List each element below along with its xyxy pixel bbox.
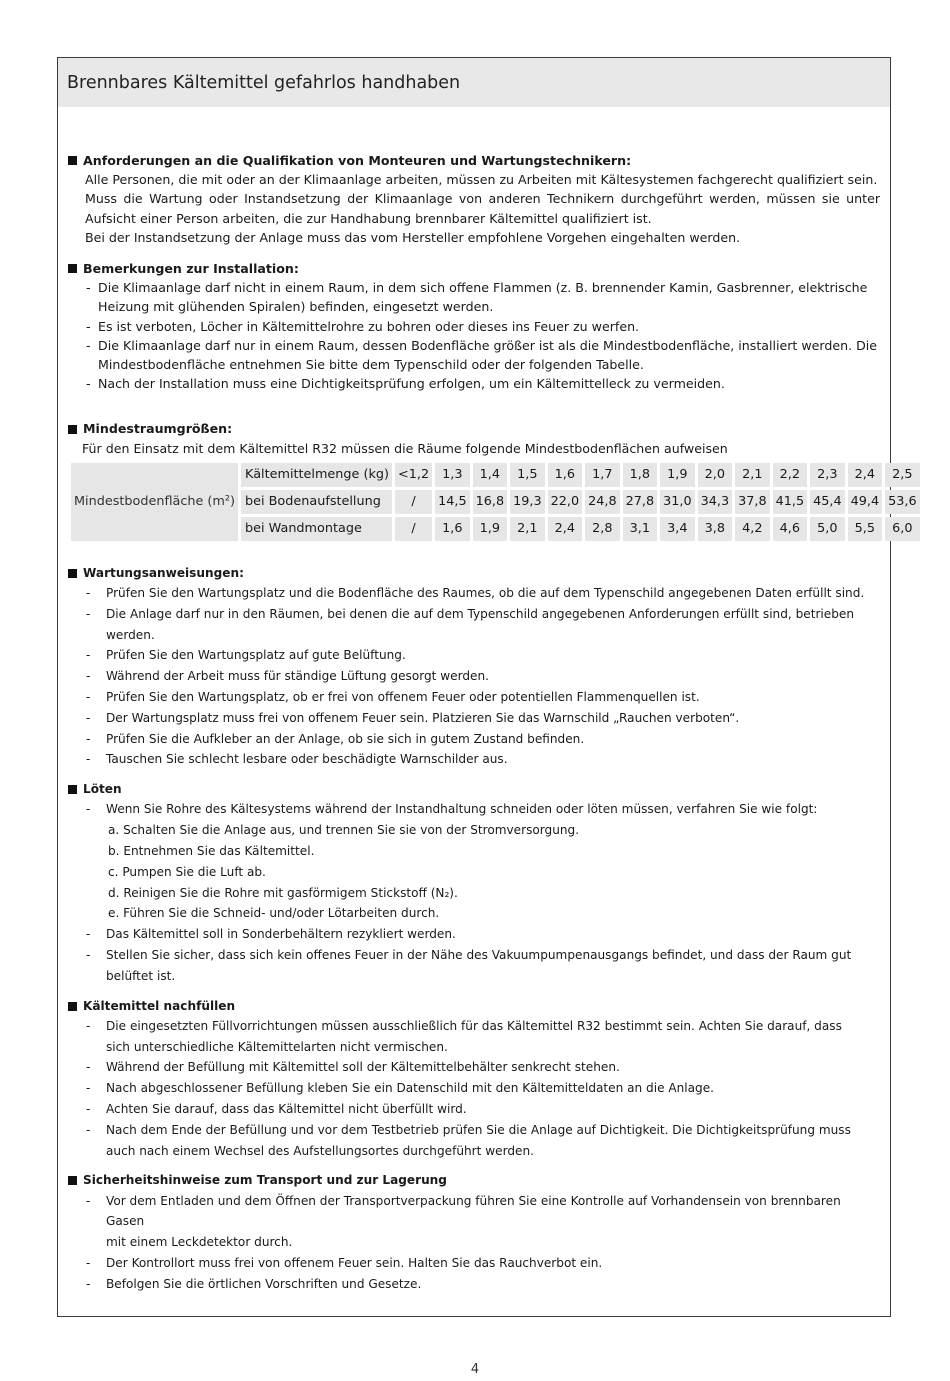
table-cell: 49,4 <box>848 490 883 514</box>
square-bullet-icon <box>68 1176 77 1185</box>
table-cell: 2,8 <box>585 517 620 541</box>
installation-item: - Nach der Installation muss eine Dichtigkeitsprüfung erfolgen, um ein Kältemittelleck zu vermeiden. <box>68 374 880 393</box>
transport-item: - Vor dem Entladen und dem Öffnen der Transportverpackung führen Sie eine Kontrolle auf Vorhandensein von brennbaren Gasen <box>68 1191 880 1233</box>
maintenance-item: - Prüfen Sie den Wartungsplatz und die Bodenfläche des Raumes, ob die auf dem Typenschild angegebenen Daten erfüllt sind. <box>68 583 880 604</box>
soldering-item: - Das Kältemittel soll in Sonderbehältern rezykliert werden. <box>68 924 880 945</box>
table-lead-label: Mindestbodenfläche (m²) <box>71 463 238 541</box>
soldering-step: b. Entnehmen Sie das Kältemittel. <box>108 844 315 859</box>
transport-item: - Der Kontrollort muss frei von offenem Feuer sein. Halten Sie das Rauchverbot ein. <box>68 1253 880 1274</box>
table-cell: / <box>395 517 432 541</box>
square-bullet-icon <box>68 264 77 273</box>
table-cell: 53,6 <box>885 490 920 514</box>
qualification-line-1: Alle Personen, die mit oder an der Klimaanlage arbeiten, müssen zu Arbeiten mit Kältesystemen fachgerecht qualifiziert sein. <box>85 172 878 188</box>
table-cell: 37,8 <box>735 490 770 514</box>
soldering-intro: - Wenn Sie Rohre des Kältesystems während der Instandhaltung schneiden oder löten müssen, verfahren Sie wie folgt: <box>68 799 880 820</box>
maintenance-item: - Die Anlage darf nur in den Räumen, bei denen die auf dem Typenschild angegebenen Anforderungen erfüllt sind, betrieben werden. <box>68 604 880 646</box>
table-cell: 24,8 <box>585 490 620 514</box>
table-row <box>71 463 920 487</box>
table-cell: 14,5 <box>435 490 470 514</box>
maintenance-heading: Wartungsanweisungen: <box>68 564 880 583</box>
table-cell: 3,1 <box>623 517 658 541</box>
square-bullet-icon <box>68 156 77 165</box>
content-frame <box>57 57 917 1317</box>
installation-item: - Die Klimaanlage darf nicht in einem Raum, in dem sich offene Flammen (z. B. brennender Kamin, Gasbrenner, elektrische Heizung mit glühenden Spiralen) befinden, eingesetzt werden. <box>68 278 880 316</box>
transport-heading: Sicherheitshinweise zum Transport und zur Lagerung <box>68 1171 880 1190</box>
table-cell: 2,3 <box>810 463 845 487</box>
installation-item: - Es ist verboten, Löcher in Kältemittelrohre zu bohren oder dieses ins Feuer zu werfen. <box>68 317 880 336</box>
qualification-line-3: Bei der Instandsetzung der Anlage muss das vom Hersteller empfohlene Vorgehen eingehalten werden. <box>85 229 741 245</box>
table-cell: 5,0 <box>810 517 845 541</box>
table-cell: 3,8 <box>698 517 733 541</box>
room-heading: Mindestraumgrößen: <box>68 419 880 438</box>
section-banner <box>58 58 890 107</box>
table-cell: 1,6 <box>435 517 470 541</box>
table-cell: 16,8 <box>473 490 508 514</box>
maintenance-item: - Tauschen Sie schlecht lesbare oder beschädigte Warnschilder aus. <box>68 749 880 770</box>
table-cell: 34,3 <box>698 490 733 514</box>
table-cell: 1,5 <box>510 463 545 487</box>
maintenance-item: - Der Wartungsplatz muss frei von offenem Feuer sein. Platzieren Sie das Warnschild „Rauchen verboten“. <box>68 708 880 729</box>
installation-item: - Die Klimaanlage darf nur in einem Raum, dessen Bodenfläche größer ist als die Mindestbodenfläche, installiert werden. Die Mindestbodenfläche entnehmen Sie bitte dem Typenschild oder der folgenden Tabelle. <box>68 336 880 374</box>
soldering-step: a. Schalten Sie die Anlage aus, und trennen Sie sie von der Stromversorgung. <box>108 823 580 838</box>
table-cell: 2,2 <box>773 463 808 487</box>
table-cell: <1,2 <box>395 463 432 487</box>
refill-item: - Die eingesetzten Füllvorrichtungen müssen ausschließlich für das Kältemittel R32 bestimmt sein. Achten Sie darauf, dass sich unterschiedliche Kältemittelarten nicht vermischen. <box>68 1016 880 1058</box>
transport-item-continued: mit einem Leckdetektor durch. <box>106 1235 293 1250</box>
table-row-label: bei Bodenaufstellung <box>241 490 392 514</box>
table-cell: 1,4 <box>473 463 508 487</box>
transport-item: - Befolgen Sie die örtlichen Vorschriften und Gesetze. <box>68 1274 880 1295</box>
table-cell: 1,7 <box>585 463 620 487</box>
table-cell: 2,4 <box>848 463 883 487</box>
table-cell: 2,4 <box>548 517 583 541</box>
table-cell: 1,9 <box>473 517 508 541</box>
qualification-line-2: Muss die Wartung oder Instandsetzung der Klimaanlage von anderen Technikern durchgeführt werden, müssen sie unter Aufsicht einer Person arbeiten, die zur Handhabung brennbarer Kältemittel qualifiziert ist. <box>85 191 880 226</box>
qualification-heading: Anforderungen an die Qualifikation von Monteuren und Wartungstechnikern: <box>68 151 880 170</box>
maintenance-item: - Während der Arbeit muss für ständige Lüftung gesorgt werden. <box>68 666 880 687</box>
table-cell: 1,6 <box>548 463 583 487</box>
table-cell: 27,8 <box>623 490 658 514</box>
table-cell: 45,4 <box>810 490 845 514</box>
table-cell: 2,0 <box>698 463 733 487</box>
table-cell: 5,5 <box>848 517 883 541</box>
refill-heading: Kältemittel nachfüllen <box>68 997 880 1016</box>
table-cell: 2,5 <box>885 463 920 487</box>
page-title: Brennbares Kältemittel gefahrlos handhaben <box>67 72 461 93</box>
soldering-heading: Löten <box>68 780 880 799</box>
table-cell: 41,5 <box>773 490 808 514</box>
table-cell: 1,9 <box>660 463 695 487</box>
table-cell: 2,1 <box>510 517 545 541</box>
document-body <box>58 107 917 1295</box>
table-cell: 2,1 <box>735 463 770 487</box>
installation-heading: Bemerkungen zur Installation: <box>68 259 880 278</box>
soldering-item: - Stellen Sie sicher, dass sich kein offenes Feuer in der Nähe des Vakuumpumpenausgangs befindet, und dass der Raum gut belüftet ist. <box>68 945 880 987</box>
table-row-label: bei Wandmontage <box>241 517 392 541</box>
maintenance-item: - Prüfen Sie den Wartungsplatz, ob er frei von offenem Feuer oder potentiellen Flammenquellen ist. <box>68 687 880 708</box>
refill-item: - Während der Befüllung mit Kältemittel soll der Kältemittelbehälter senkrecht stehen. <box>68 1057 880 1078</box>
square-bullet-icon <box>68 569 77 578</box>
table-cell: 6,0 <box>885 517 920 541</box>
square-bullet-icon <box>68 785 77 794</box>
soldering-step: c. Pumpen Sie die Luft ab. <box>108 864 266 879</box>
table-cell: 4,6 <box>773 517 808 541</box>
table-row-label: Kältemittelmenge (kg) <box>241 463 392 487</box>
table-cell: 3,4 <box>660 517 695 541</box>
table-cell: 1,8 <box>623 463 658 487</box>
table-cell: 1,3 <box>435 463 470 487</box>
soldering-step: d. Reinigen Sie die Rohre mit gasförmigem Stickstoff (N₂). <box>108 885 458 900</box>
table-cell: / <box>395 490 432 514</box>
table-cell: 4,2 <box>735 517 770 541</box>
table-cell: 31,0 <box>660 490 695 514</box>
table-cell: 19,3 <box>510 490 545 514</box>
square-bullet-icon <box>68 1002 77 1011</box>
maintenance-item: - Prüfen Sie den Wartungsplatz auf gute Belüftung. <box>68 645 880 666</box>
square-bullet-icon <box>68 425 77 434</box>
refill-item: - Nach abgeschlossener Befüllung kleben Sie ein Datenschild mit den Kältemitteldaten an die Anlage. <box>68 1078 880 1099</box>
maintenance-item: - Prüfen Sie die Aufkleber an der Anlage, ob sie sich in gutem Zustand befinden. <box>68 729 880 750</box>
min-area-table <box>68 460 923 544</box>
page-number: 4 <box>470 1362 480 1377</box>
refill-item: - Nach dem Ende der Befüllung und vor dem Testbetrieb prüfen Sie die Anlage auf Dichtigkeit. Die Dichtigkeitsprüfung muss auch nach einem Wechsel des Aufstellungsortes durchgeführt werden. <box>68 1120 880 1162</box>
table-cell: 22,0 <box>548 490 583 514</box>
room-intro: Für den Einsatz mit dem Kältemittel R32 müssen die Räume folgende Mindestbodenflächen aufweisen <box>82 440 728 456</box>
soldering-step: e. Führen Sie die Schneid- und/oder Lötarbeiten durch. <box>108 906 440 921</box>
refill-item: - Achten Sie darauf, dass das Kältemittel nicht überfüllt wird. <box>68 1099 880 1120</box>
